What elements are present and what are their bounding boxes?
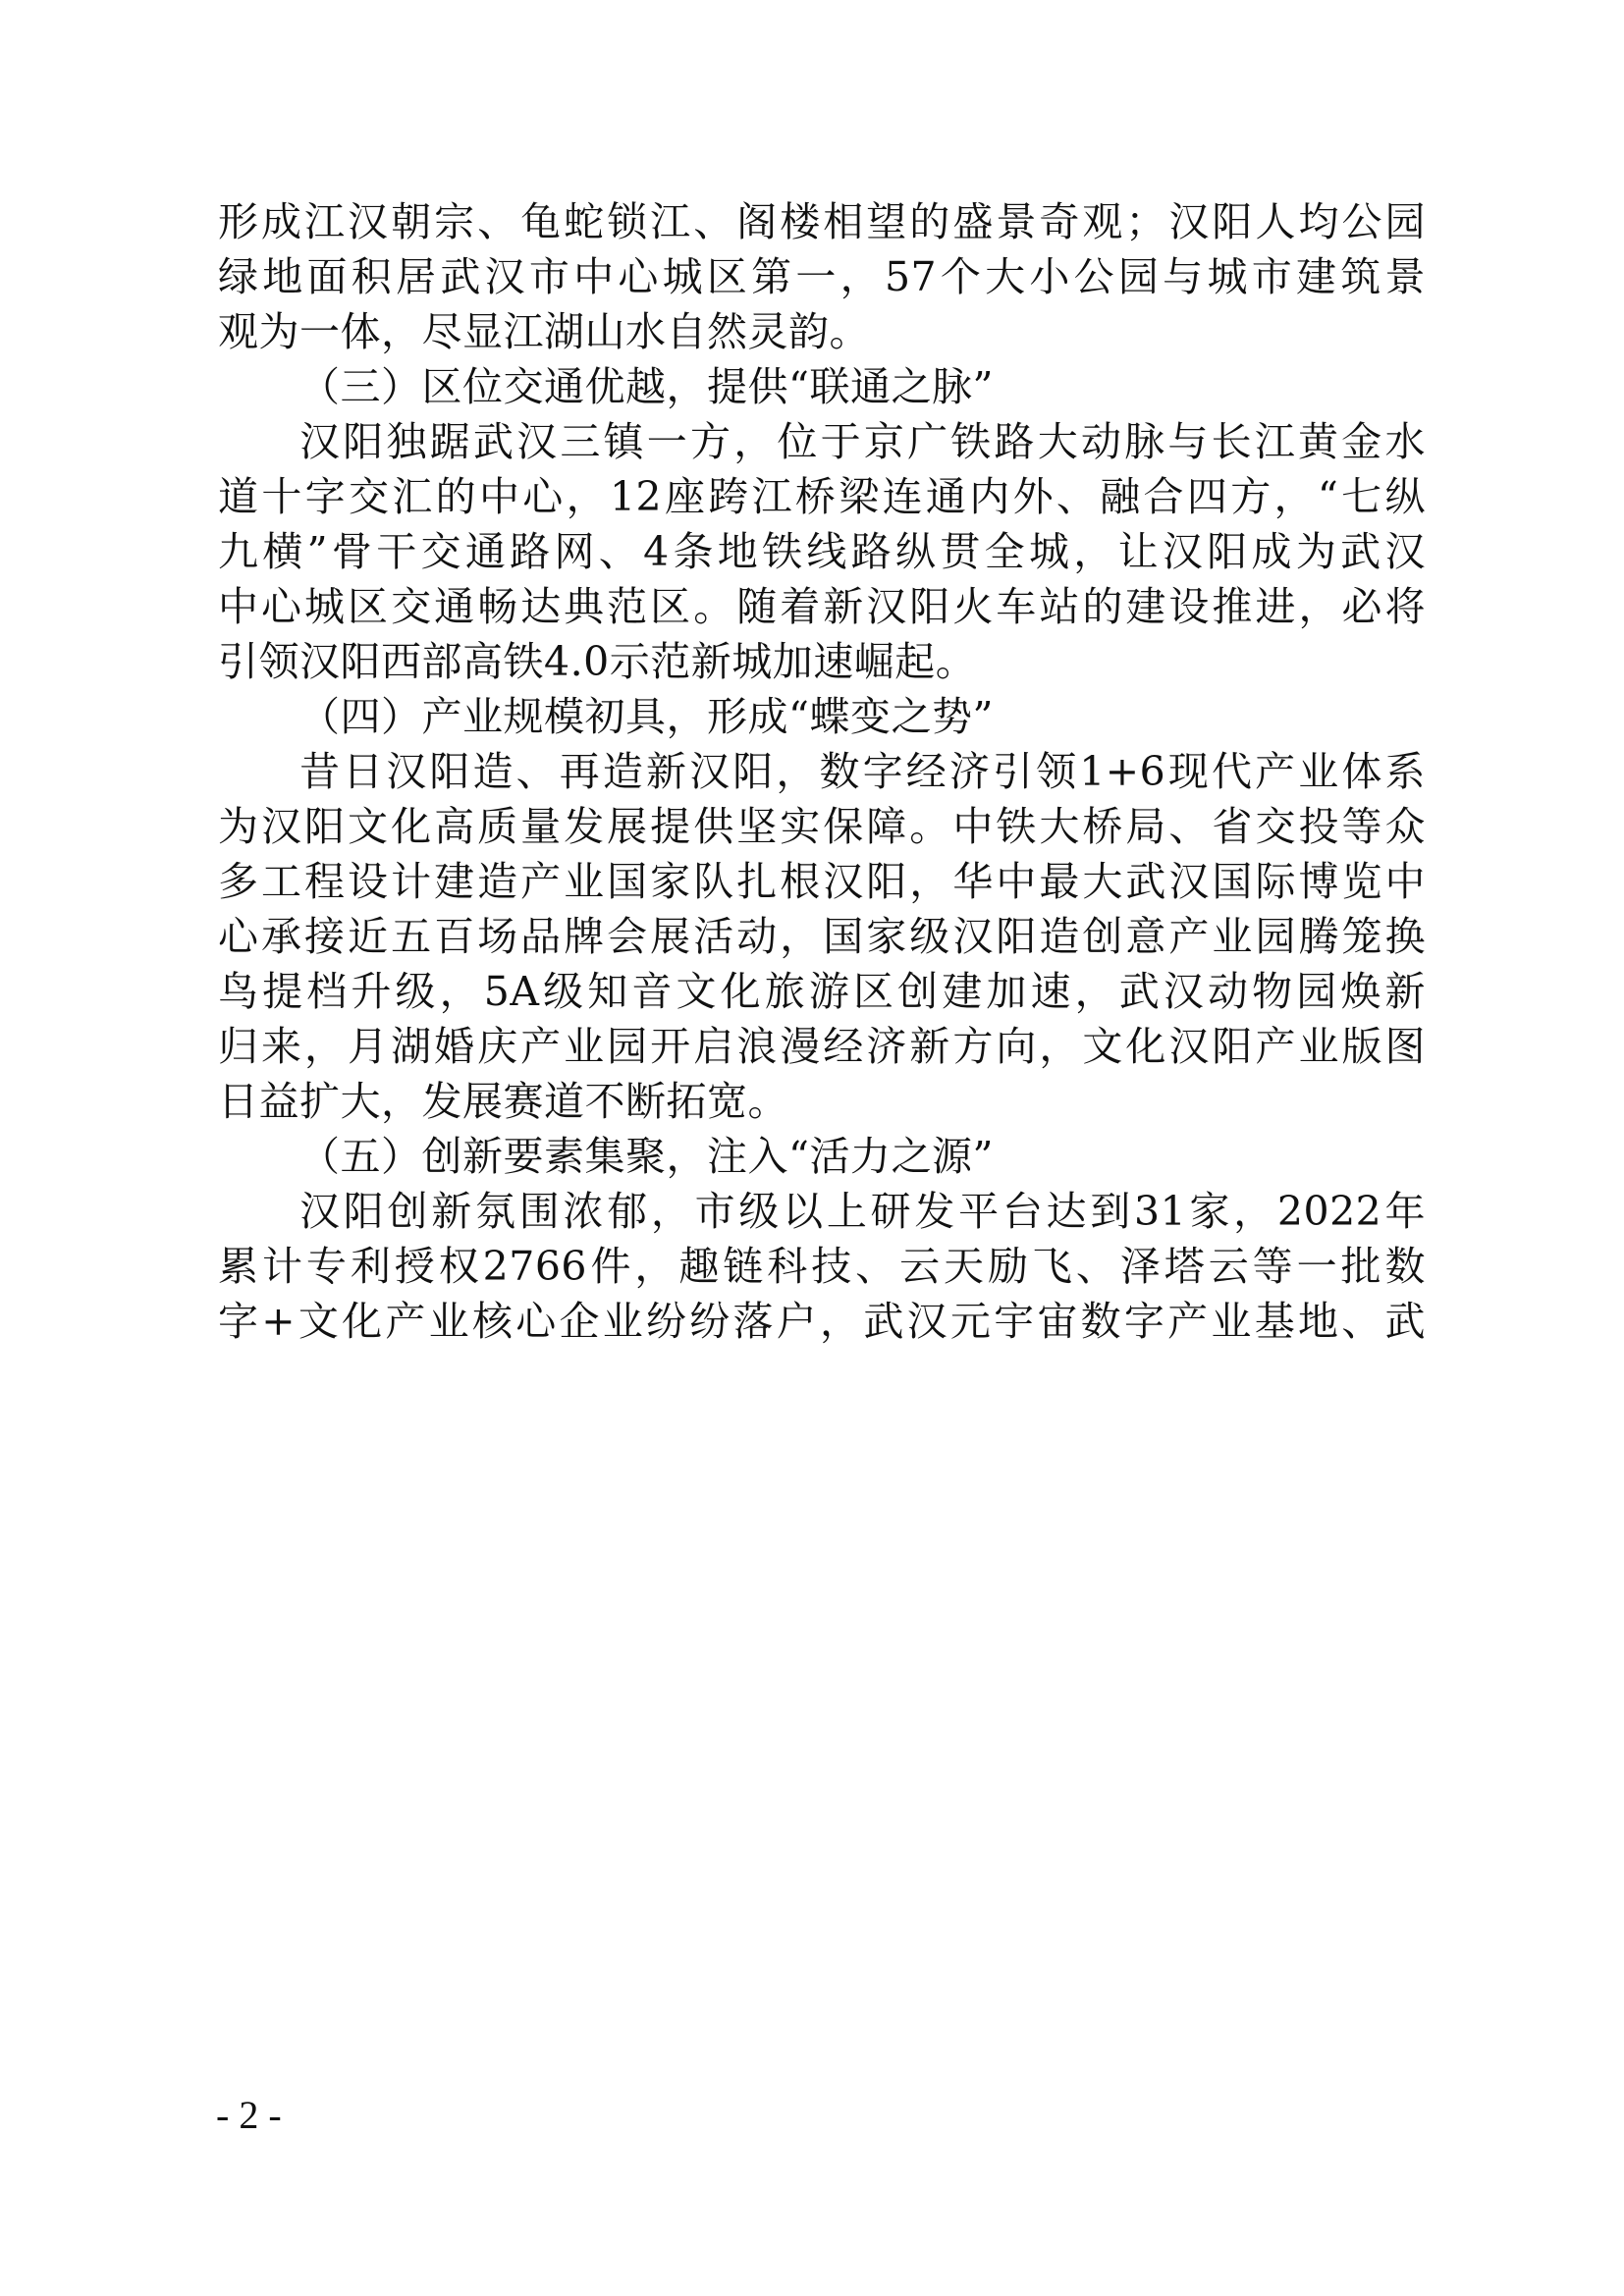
section-heading-4: （四）产业规模初具，形成“蝶变之势” [299,693,994,740]
paragraph-line: 字+文化产业核心企业纷纷落户，武汉元宇宙数字产业基地、武 [218,1298,1426,1345]
paragraph-line: 形成江汉朝宗、龟蛇锁江、阁楼相望的盛景奇观；汉阳人均公园 [218,198,1426,245]
paragraph-line: 汉阳创新氛围浓郁，市级以上研发平台达到31家，2022年 [299,1188,1426,1235]
paragraph-line: 累计专利授权2766件，趣链科技、云天励飞、泽塔云等一批数 [218,1243,1426,1290]
section-heading-3: （三）区位交通优越，提供“联通之脉” [299,363,994,410]
paragraph-line: 心承接近五百场品牌会展活动，国家级汉阳造创意产业园腾笼换 [218,913,1426,960]
paragraph-line: 道十字交汇的中心，12座跨江桥梁连通内外、融合四方，“七纵 [218,473,1426,520]
paragraph-line: 观为一体，尽显江湖山水自然灵韵。 [218,308,870,355]
paragraph-line: 绿地面积居武汉市中心城区第一，57个大小公园与城市建筑景 [218,253,1426,300]
section-heading-5: （五）创新要素集聚，注入“活力之源” [299,1133,994,1180]
paragraph-line: 归来，月湖婚庆产业园开启浪漫经济新方向，文化汉阳产业版图 [218,1023,1426,1070]
paragraph-line: 为汉阳文化高质量发展提供坚实保障。中铁大桥局、省交投等众 [218,803,1426,850]
paragraph-line: 中心城区交通畅达典范区。随着新汉阳火车站的建设推进，必将 [218,583,1426,630]
paragraph-line: 九横”骨干交通路网、4条地铁线路纵贯全城，让汉阳成为武汉 [218,528,1426,575]
paragraph-line: 多工程设计建造产业国家队扎根汉阳，华中最大武汉国际博览中 [218,858,1426,905]
paragraph-line: 汉阳独踞武汉三镇一方，位于京广铁路大动脉与长江黄金水 [299,418,1426,465]
paragraph-line: 引领汉阳西部高铁4.0示范新城加速崛起。 [218,638,977,685]
paragraph-line: 昔日汉阳造、再造新汉阳，数字经济引领1+6现代产业体系 [299,748,1426,795]
paragraph-line: 日益扩大，发展赛道不断拓宽。 [218,1078,788,1125]
page-number: - 2 - [216,2093,282,2137]
paragraph-line: 鸟提档升级，5A级知音文化旅游区创建加速，武汉动物园焕新 [218,968,1426,1015]
